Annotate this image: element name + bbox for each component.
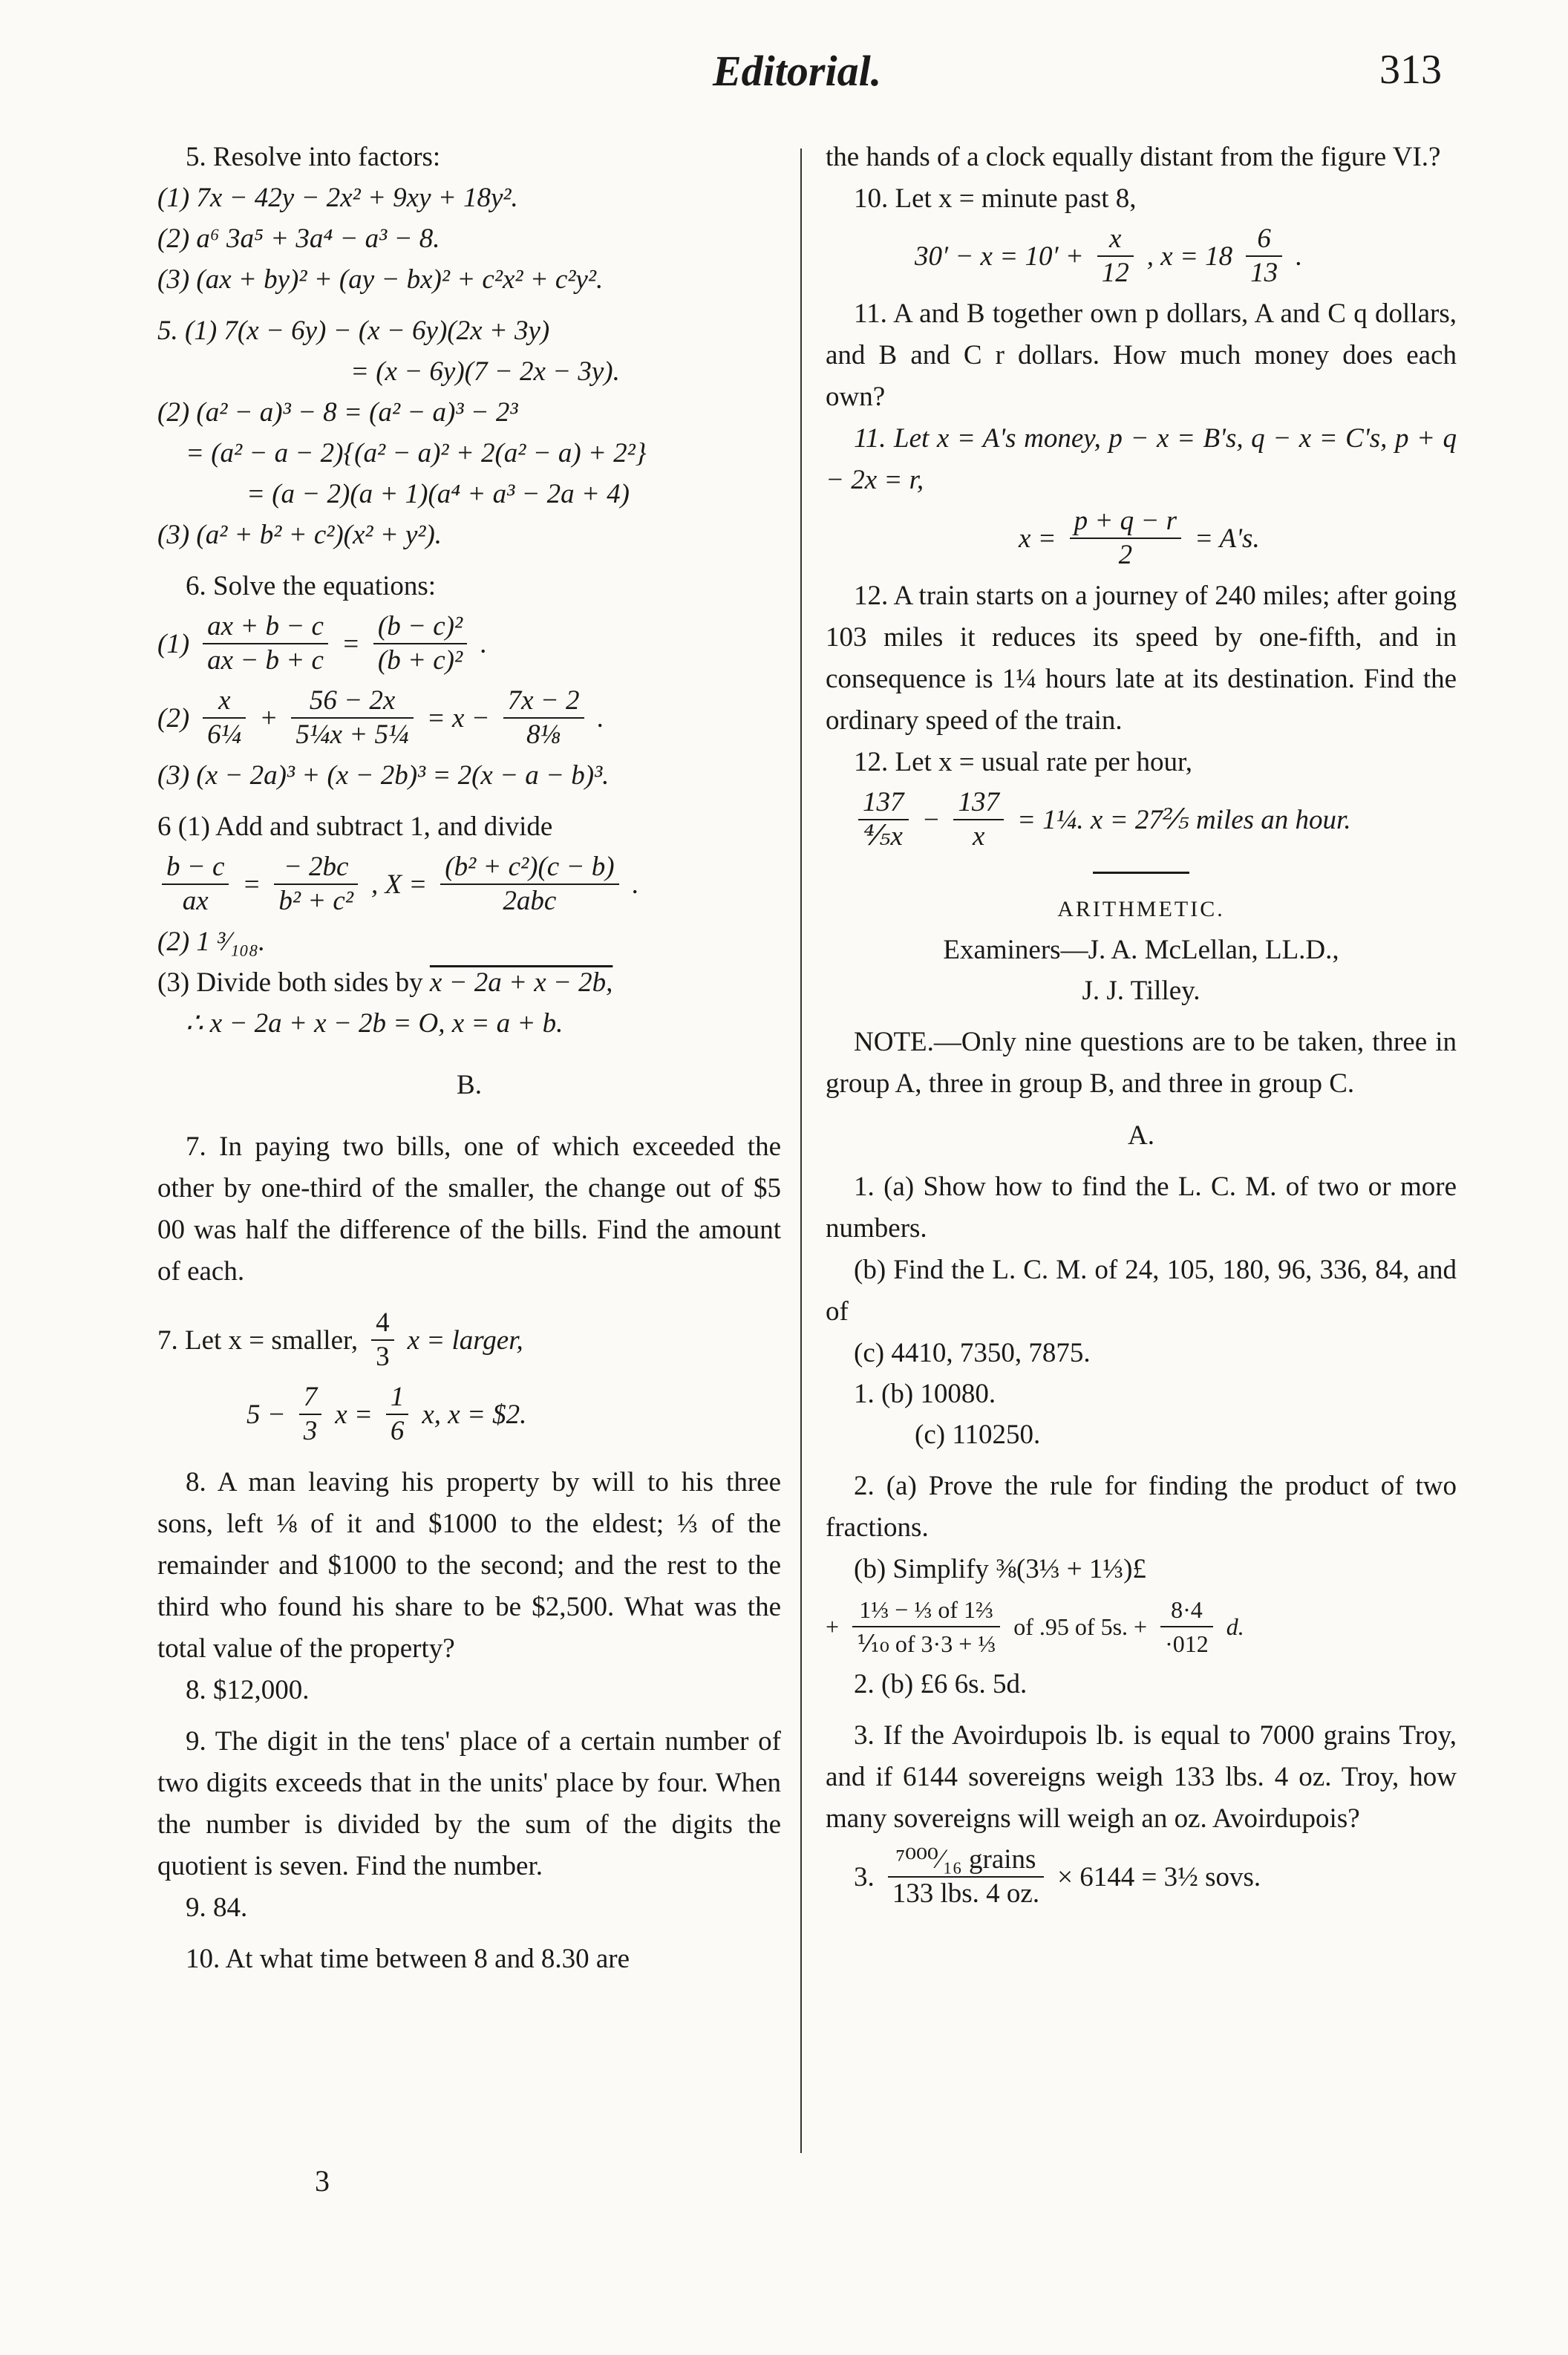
operator: = x − (426, 702, 490, 734)
answer-text: = 1¼. x = 27⅖ miles an hour. (1016, 804, 1351, 835)
fraction (203, 685, 246, 751)
question-3: 3. If the Avoirdupois lb. is equal to 7000 grains Troy, and if 6144 sovereigns weigh 133 lbs. 4 oz. Troy, how many sovereigns will weigh an oz. Avoirdupois? (826, 1720, 1457, 1834)
answer-text: x = larger, (407, 1325, 523, 1356)
answer-10-equation (826, 219, 1457, 293)
answer-6-1: 6 (1) Add and subtract 1, and divide (157, 811, 553, 842)
answer-12-equation (826, 783, 1457, 857)
fraction (440, 851, 618, 918)
question-8: 8. A man leaving his property by will to his three sons, left ⅛ of it and $1000 to the eldest; ⅓ of the remainder and $1000 to the second; and the rest to the third who found his share to be $2,500. What was the total value of the property? (157, 1467, 781, 1664)
denominator: 3 (303, 1416, 318, 1446)
answer-11b (826, 501, 1457, 575)
answer-7-equation (157, 1377, 781, 1451)
denominator: 5¼x + 5¼ (295, 719, 409, 750)
numerator: (b − c)² (373, 610, 467, 644)
exam-note: NOTE.—Only nine questions are to be taken, three in group A, three in group B, and three in group C. (826, 1027, 1457, 1099)
equation-label: (1) (157, 628, 190, 659)
fraction (299, 1381, 322, 1448)
answer-text: 30′ − x = 10′ + (915, 241, 1084, 272)
numerator: (b² + c²)(c − b) (440, 851, 618, 885)
question-10-continued: the hands of a clock equally distant from the figure VI.? (826, 142, 1441, 172)
fraction (1160, 1593, 1213, 1660)
plus-sign: + (259, 702, 278, 734)
denominator: 3 (376, 1342, 390, 1372)
expression-text: of .95 of 5s. + (1013, 1613, 1148, 1640)
numerator: 1 (386, 1381, 409, 1415)
section-a-heading: A. (1128, 1120, 1154, 1151)
equation-6-3: (3) (x − 2a)³ + (x − 2b)³ = 2(x − a − b)³. (157, 760, 610, 791)
question-5: 5. Resolve into factors: (186, 142, 441, 172)
answer-6-1-formula (157, 847, 781, 921)
question-5-part-1: (1) 7x − 42y − 2x² + 9xy + 18y². (157, 183, 518, 213)
equation-6-1 (157, 607, 781, 681)
separator: , X = (370, 869, 428, 900)
denominator: 133 lbs. 4 oz. (892, 1878, 1040, 1909)
numerator: b − c (162, 851, 229, 885)
denominator: (b + c)² (377, 645, 463, 676)
answer-text: , x = 18 (1146, 241, 1233, 272)
question-1c: (c) 4410, 7350, 7875. (854, 1338, 1091, 1368)
answer-text: 7. Let x = smaller, (157, 1325, 359, 1356)
numerator: ax + b − c (203, 610, 328, 644)
answer-5-1b: = (x − 6y)(7 − 2x − 3y). (350, 356, 620, 387)
denominator: 13 (1250, 258, 1278, 288)
denominator: 6¼ (207, 719, 242, 750)
numerator: p + q − r (1070, 505, 1181, 539)
answer-3 (826, 1840, 1457, 1914)
question-5-part-2: (2) a⁶ 3a⁵ + 3a⁴ − a³ − 8. (157, 223, 440, 254)
fraction (386, 1381, 409, 1448)
operator: 5 − (246, 1399, 286, 1430)
expression-text: d. (1226, 1613, 1244, 1640)
examiners-line-2: J. J. Tilley. (1082, 976, 1200, 1006)
question-9: 9. The digit in the tens' place of a certain number of two digits exceeds that in the units' place by four. When the number is divided by the sum of the digits the quotient is seven. Find the number. (157, 1726, 781, 1881)
numerator: 4 (371, 1307, 394, 1341)
denominator: b² + c² (278, 886, 353, 916)
numerator: 8·4 (1160, 1593, 1213, 1627)
fraction (858, 786, 909, 853)
numerator: 56 − 2x (291, 685, 413, 719)
numerator: 1⅓ − ⅓ of 1⅔ (852, 1593, 1000, 1627)
answer-text: x = (1019, 523, 1056, 554)
answer-1c: (c) 110250. (915, 1420, 1041, 1450)
fraction (888, 1843, 1044, 1910)
numerator: 137 (953, 786, 1004, 820)
plus-sign: + (826, 1613, 840, 1640)
question-1b: (b) Find the L. C. M. of 24, 105, 180, 96, 336, 84, and of (826, 1255, 1457, 1327)
answer-text: × 6144 = 3½ sovs. (1057, 1861, 1261, 1892)
denominator: 2 (1118, 540, 1133, 570)
fraction (373, 610, 467, 677)
answer-text: (3) Divide both sides by (157, 967, 423, 998)
overlined-expression: x − 2a + x − 2b, (429, 967, 613, 998)
period: . (597, 702, 604, 734)
fraction (852, 1593, 1000, 1660)
section-arithmetic-heading: ARITHMETIC. (1057, 897, 1225, 921)
denominator: 2abc (503, 886, 557, 916)
fraction (1070, 505, 1181, 572)
denominator: ax (182, 886, 209, 916)
fraction (371, 1307, 394, 1374)
period: . (1296, 241, 1303, 272)
answer-text: = A's. (1194, 523, 1260, 554)
answer-5-2c: = (a − 2)(a + 1)(a⁴ + a³ − 2a + 4) (246, 479, 630, 509)
left-column (157, 137, 781, 1979)
question-6: 6. Solve the equations: (186, 571, 437, 601)
examiners-line-1: Examiners—J. A. McLellan, LL.D., (943, 935, 1339, 965)
question-11: 11. A and B together own p dollars, A and C q dollars, and B and C r dollars. How much money does each own? (826, 298, 1457, 412)
answer-5-2b: = (a² − a − 2){(a² − a)² + 2(a² − a) + 2²} (186, 438, 647, 468)
denominator: 8⅛ (526, 719, 561, 750)
fraction (1097, 223, 1134, 290)
right-column (826, 137, 1457, 1914)
answer-11a: 11. Let x = A's money, p − x = B's, q − x = C's, p + q − 2x = r, (826, 423, 1457, 495)
fraction (291, 685, 413, 751)
question-12: 12. A train starts on a journey of 240 miles; after going 103 miles it reduces its speed by one-fifth, and in consequence is 1¼ hours late at its destination. Find the ordinary speed of the train. (826, 581, 1457, 736)
operator: x = (335, 1399, 373, 1430)
question-2b-expression (826, 1590, 1457, 1664)
denominator: 6 (390, 1416, 405, 1446)
equals-sign: = (242, 869, 261, 900)
answer-7 (157, 1303, 781, 1377)
question-10-start: 10. At what time between 8 and 8.30 are (186, 1944, 630, 1974)
answer-2b: 2. (b) £6 6s. 5d. (854, 1669, 1028, 1699)
answer-6-2: (2) 1 ³⁄₁₀₈. (157, 927, 266, 957)
answer-6-3 (157, 962, 781, 1003)
answer-5-1a: 5. (1) 7(x − 6y) − (x − 6y)(2x + 3y) (157, 316, 550, 346)
numerator: 7 (299, 1381, 322, 1415)
fraction (162, 851, 229, 918)
answer-text: 3. (854, 1861, 875, 1892)
answer-1b: 1. (b) 10080. (854, 1379, 996, 1409)
denominator: ax − b + c (207, 645, 324, 676)
answer-6-3b: ∴ x − 2a + x − 2b = O, x = a + b. (186, 1008, 564, 1039)
question-5-part-3: (3) (ax + by)² + (ay − bx)² + c²x² + c²y². (157, 264, 604, 295)
question-7: 7. In paying two bills, one of which exceeded the other by one-third of the smaller, the change out of $5 00 was half the difference of the bills. Find the amount of each. (157, 1131, 781, 1287)
section-b-heading: B. (457, 1070, 482, 1100)
denominator: x (973, 821, 985, 852)
running-header: Editorial. (713, 47, 882, 95)
denominator: ⅒ of 3·3 + ⅓ (857, 1630, 996, 1657)
answer-5-3: (3) (a² + b² + c²)(x² + y²). (157, 520, 442, 550)
answer-10: 10. Let x = minute past 8, (854, 183, 1137, 214)
numerator: x (1097, 223, 1134, 257)
numerator: ⁷⁰⁰⁰⁄₁₆ grains (888, 1843, 1044, 1878)
section-rule (1093, 872, 1189, 874)
numerator: − 2bc (274, 851, 358, 885)
question-2a: 2. (a) Prove the rule for finding the product of two fractions. (826, 1471, 1457, 1543)
answer-5-2a: (2) (a² − a)³ − 8 = (a² − a)³ − 2³ (157, 397, 518, 428)
numerator: 7x − 2 (503, 685, 584, 719)
numerator: 6 (1246, 223, 1282, 257)
period: . (480, 628, 488, 659)
question-2b: (b) Simplify ⅜(3⅓ + 1⅓)£ (854, 1554, 1146, 1584)
fraction (503, 685, 584, 751)
fraction (203, 610, 328, 677)
equals-sign: = (341, 628, 360, 659)
answer-12: 12. Let x = usual rate per hour, (854, 747, 1193, 777)
denominator: ⅘x (863, 821, 903, 852)
fraction (274, 851, 358, 918)
answer-text: x, x = $2. (422, 1399, 527, 1430)
equation-label: (2) (157, 702, 190, 734)
numerator: 137 (858, 786, 909, 820)
column-divider (800, 148, 802, 2153)
denominator: 12 (1101, 258, 1129, 288)
period: . (632, 869, 639, 900)
page-number: 313 (1379, 47, 1442, 93)
fraction (1246, 223, 1282, 290)
answer-9: 9. 84. (186, 1892, 248, 1923)
signature-mark: 3 (315, 2164, 330, 2198)
minus-sign: − (921, 804, 941, 835)
equation-6-2 (157, 681, 781, 755)
answer-8: 8. $12,000. (186, 1675, 310, 1705)
fraction (953, 786, 1004, 853)
numerator: x (203, 685, 246, 719)
denominator: ·012 (1165, 1630, 1209, 1657)
question-1a: 1. (a) Show how to find the L. C. M. of two or more numbers. (826, 1172, 1457, 1244)
